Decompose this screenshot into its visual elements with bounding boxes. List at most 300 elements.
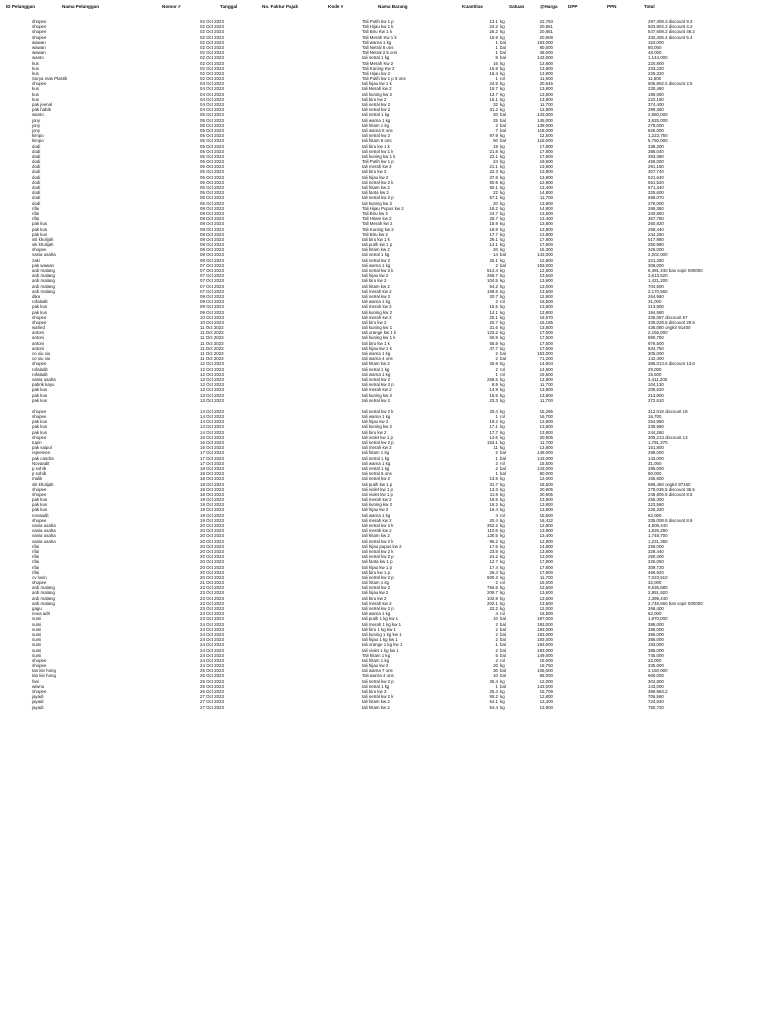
item-cell: tali netral kw 2	[362, 257, 391, 263]
customer-cell: rifai	[32, 543, 40, 549]
price-cell: 12,500	[539, 133, 553, 139]
price-cell: 13,800	[539, 445, 553, 451]
date-cell: 02 Oct 2023	[200, 19, 224, 24]
date-cell: 02 Oct 2023	[200, 29, 224, 35]
qty-cell: 57.1	[489, 195, 498, 201]
item-cell: tali netral kw 2 p	[362, 554, 394, 560]
item-cell: tali kuning kw 1 k	[362, 335, 396, 341]
date-cell: 05 Oct 2023	[200, 133, 224, 139]
header-customer: Nama Pelanggan	[62, 4, 100, 9]
item-cell: tali netral 1 kg	[362, 252, 390, 258]
item-cell: tali violet kw 1 p	[362, 491, 393, 497]
qty-cell: 21.1	[489, 164, 498, 170]
total-cell: 335,008.8 discount 8.8	[648, 517, 693, 523]
price-cell: 13,800	[539, 325, 553, 331]
price-cell: 13,800	[539, 70, 553, 76]
item-cell: tali netral kw 1 k	[362, 148, 394, 154]
total-cell: 340,860	[648, 210, 664, 216]
customer-cell: shopee	[32, 19, 47, 24]
date-cell: 09 Oct 2023	[200, 304, 224, 310]
unit-cell: kg	[500, 236, 505, 242]
customer-cell: shopee	[32, 414, 47, 420]
unit-cell: rol	[500, 299, 505, 305]
date-cell: 18 Oct 2023	[200, 491, 224, 497]
qty-cell: 7	[495, 127, 498, 133]
total-cell: 213,900	[648, 304, 664, 310]
item-cell: tali merah kw 2	[362, 304, 392, 310]
date-cell: 16 Oct 2023	[200, 445, 224, 451]
customer-cell: antoni	[32, 345, 44, 351]
item-cell: tali hijau kw 1 k	[362, 345, 392, 351]
qty-cell: 50.1	[489, 185, 498, 190]
date-cell: 09 Oct 2023	[200, 299, 224, 305]
customer-cell: dodi	[32, 143, 41, 149]
qty-cell: 55.2	[489, 694, 498, 700]
customer-cell: rifai	[32, 210, 40, 216]
unit-cell: bal	[500, 621, 506, 627]
price-cell: 139,000	[537, 122, 553, 128]
qty-cell: 24	[493, 159, 498, 165]
unit-cell: kg	[500, 86, 505, 92]
date-cell: 20 Oct 2023	[200, 528, 224, 534]
customer-cell: sumi	[32, 631, 42, 637]
date-cell: 20 Oct 2023	[200, 569, 224, 575]
customer-cell: fani	[32, 678, 40, 684]
date-cell: 16 Oct 2023	[200, 440, 224, 445]
date-cell: 05 Oct 2023	[200, 169, 224, 175]
unit-cell: bal	[500, 112, 506, 118]
unit-cell: kg	[500, 523, 505, 528]
header-number: Nomor #	[162, 4, 181, 9]
qty-cell: 25.1	[489, 257, 498, 263]
customer-cell: kus	[32, 91, 39, 97]
date-cell: 14 Oct 2023	[200, 424, 224, 430]
date-cell: 14 Oct 2023	[200, 419, 224, 425]
date-cell: 24 Oct 2023	[200, 631, 224, 637]
item-cell: tali kuning kw 2	[362, 309, 393, 315]
total-cell: 1,223,750	[648, 133, 668, 139]
total-cell: 266,400	[648, 606, 664, 611]
date-cell: 12 Oct 2023	[200, 382, 224, 388]
unit-cell: bal	[500, 262, 506, 268]
date-cell: 08 Oct 2023	[200, 252, 224, 258]
item-cell: Tali Putih kw 1 p	[362, 159, 394, 165]
date-cell: 24 Oct 2023	[200, 663, 224, 669]
item-cell: tali biru kw 2	[362, 595, 387, 601]
price-cell: 16,000	[539, 657, 553, 663]
qty-cell: 2	[495, 647, 498, 653]
unit-cell: kg	[500, 491, 505, 497]
unit-cell: bal	[500, 637, 506, 643]
total-cell: 1,231,360	[648, 538, 668, 544]
total-cell: 260,820	[648, 221, 664, 227]
total-cell: 1,970,000	[648, 616, 668, 622]
qty-cell: 10	[493, 616, 498, 622]
unit-cell: kg	[500, 226, 505, 232]
total-cell: 29,000	[648, 366, 662, 372]
item-cell: Tali Kuning kw 2	[362, 226, 394, 232]
customer-cell: pak jeenal	[32, 102, 53, 107]
unit-cell: kg	[500, 273, 505, 279]
date-cell: 11 Oct 2023	[200, 345, 224, 351]
qty-cell: 8.9	[491, 382, 498, 388]
unit-cell: kg	[500, 382, 505, 388]
price-cell: 20,908	[539, 34, 553, 40]
date-cell: 18 Oct 2023	[200, 471, 224, 477]
price-cell: 13,800	[539, 392, 553, 398]
price-cell: 13,600	[539, 600, 553, 606]
unit-cell: kg	[500, 174, 505, 180]
item-cell: tali kuning kw 2	[362, 424, 393, 430]
price-cell: 16,185	[539, 319, 553, 325]
total-cell: 3,411,200	[648, 376, 668, 382]
unit-cell: bal	[500, 127, 506, 133]
unit-cell: kg	[500, 476, 505, 482]
unit-cell: bal	[500, 117, 506, 123]
date-cell: 13 Oct 2023	[200, 387, 224, 393]
item-cell: tali hitam kw 2	[362, 361, 390, 367]
qty-cell: 1	[495, 371, 498, 377]
total-cell: 386,000	[648, 647, 664, 653]
price-cell: 14,800	[539, 543, 553, 549]
total-cell: 166,800	[648, 476, 664, 482]
price-cell: 13,800	[539, 424, 553, 430]
customer-cell: pak kus	[32, 309, 48, 315]
date-cell: 20 Oct 2023	[200, 533, 224, 539]
item-cell: tali hijau kw 2	[362, 590, 389, 596]
price-cell: 12,800	[539, 293, 553, 299]
total-cell: 357,780	[648, 216, 664, 222]
unit-cell: kg	[500, 159, 505, 165]
qty-cell: 1	[495, 44, 498, 50]
qty-cell: 2	[495, 351, 498, 356]
date-cell: 20 Oct 2023	[200, 559, 224, 565]
price-cell: 17,800	[539, 148, 553, 154]
customer-cell: ardi malang	[32, 590, 55, 596]
qty-cell: 24.7	[489, 210, 498, 216]
price-cell: 19,500	[539, 159, 553, 165]
customer-cell: vania usaha	[32, 523, 56, 528]
date-cell: 08 Oct 2023	[200, 231, 224, 237]
customer-cell: shopee	[32, 657, 47, 663]
customer-cell: siti kholijah	[32, 242, 54, 248]
item-cell: tali warna 1 kg	[362, 611, 391, 617]
unit-cell: kg	[500, 179, 505, 185]
unit-cell: kg	[500, 309, 505, 315]
customer-cell: pabrik kayu	[32, 382, 55, 388]
customer-cell: ardi malang	[32, 595, 55, 601]
unit-cell: bal	[500, 122, 506, 128]
header-code: Kode #	[328, 4, 344, 9]
date-cell: 14 Oct 2023	[200, 408, 224, 414]
item-cell: tali netral kw 2 p	[362, 382, 394, 388]
customer-cell: sumi	[32, 616, 42, 622]
date-cell: 24 Oct 2023	[200, 616, 224, 622]
price-cell: 193,000	[537, 631, 553, 637]
customer-cell: zaki	[32, 257, 40, 263]
total-cell: 704,600	[648, 283, 664, 289]
qty-cell: 14.1	[489, 242, 498, 248]
item-cell: Tali Biru kw 2	[362, 231, 388, 237]
price-cell: 13,400	[539, 699, 553, 705]
qty-cell: 16.9	[489, 65, 498, 71]
item-cell: tali hitam 1 kg	[362, 580, 390, 586]
total-cell: 338,200	[648, 143, 664, 149]
qty-cell: 4	[495, 611, 498, 617]
price-cell: 193,000	[537, 642, 553, 648]
unit-cell: kg	[500, 481, 505, 487]
unit-cell: kg	[500, 24, 505, 30]
date-cell: 03 Oct 2023	[200, 81, 224, 87]
date-cell: 05 Oct 2023	[200, 122, 224, 128]
price-cell: 13,600	[539, 595, 553, 601]
price-cell: 48,000	[539, 50, 553, 56]
date-cell: 02 Oct 2023	[200, 76, 224, 82]
price-cell: 12,600	[539, 585, 553, 591]
date-cell: 05 Oct 2023	[200, 185, 224, 190]
qty-cell: 17.7	[489, 429, 498, 435]
unit-cell: kg	[500, 200, 505, 206]
price-cell: 71,200	[539, 356, 553, 362]
date-cell: 07 Oct 2023	[200, 278, 224, 284]
item-cell: tali biru kw 2	[362, 278, 387, 284]
qty-cell: 22.2	[489, 606, 498, 611]
total-cell: 399,360	[648, 107, 664, 113]
date-cell: 08 Oct 2023	[200, 216, 224, 222]
item-cell: tali putih 1 kg kw 1	[362, 616, 399, 622]
date-cell: 11 Oct 2023	[200, 325, 224, 331]
date-cell: 10 Oct 2023	[200, 314, 224, 320]
unit-cell: kg	[500, 434, 505, 440]
item-cell: tali biru kw 2	[362, 689, 387, 694]
date-cell: 20 Oct 2023	[200, 574, 224, 580]
customer-cell: antoni	[32, 330, 44, 336]
total-cell: 264,960	[648, 293, 664, 299]
price-cell: 17,800	[539, 242, 553, 248]
total-cell: 1,399,440	[648, 595, 668, 601]
total-cell: 189,060	[648, 91, 664, 97]
price-cell: 13,400	[539, 216, 553, 222]
total-cell: 1,144,000	[648, 55, 668, 61]
customer-cell: shopee	[32, 361, 47, 367]
qty-cell: 1	[495, 39, 498, 45]
unit-cell: kg	[500, 663, 505, 669]
unit-cell: kg	[500, 335, 505, 341]
price-cell: 15,500	[539, 299, 553, 305]
total-cell: 222,180	[648, 96, 664, 102]
date-cell: 04 Oct 2023	[200, 102, 224, 107]
unit-cell: kg	[500, 600, 505, 606]
customer-cell: kus	[32, 70, 39, 76]
qty-cell: 54.2	[489, 283, 498, 289]
qty-cell: 2	[495, 122, 498, 128]
item-cell: tali hijau 1 kg kw 1	[362, 637, 398, 643]
unit-cell: kg	[500, 590, 505, 596]
qty-cell: 11	[493, 445, 498, 451]
unit-cell: kg	[500, 699, 505, 705]
total-cell: 321,280	[648, 257, 664, 263]
total-cell: 31,000	[648, 299, 662, 305]
customer-cell: shopee	[32, 486, 47, 492]
customer-cell: tan kie hong	[32, 668, 56, 674]
customer-cell: rifai	[32, 205, 40, 211]
price-cell: 17,800	[539, 569, 553, 575]
qty-cell: 20.1	[489, 314, 498, 320]
date-cell: 08 Oct 2023	[200, 205, 224, 211]
unit-cell: rol	[500, 366, 505, 372]
price-cell: 13,000	[539, 283, 553, 289]
item-cell: tali netral kw 2	[362, 107, 391, 113]
qty-cell: 17.1	[489, 424, 498, 430]
item-cell: Tali Merah Kw 1 k	[362, 34, 397, 40]
date-cell: 02 Oct 2023	[200, 39, 224, 45]
price-cell: 16,700	[539, 414, 553, 420]
item-cell: tali hijau kw 1 k	[362, 81, 392, 87]
date-cell: 20 Oct 2023	[200, 523, 224, 528]
customer-cell: ardi malang	[32, 585, 55, 591]
qty-cell: 1	[495, 50, 498, 56]
price-cell: 11,700	[539, 440, 553, 445]
qty-cell: 14	[493, 252, 498, 258]
unit-cell: bal	[500, 252, 506, 258]
item-cell: tali merah kw 2	[362, 497, 392, 503]
total-cell: 16,700	[648, 414, 662, 420]
total-cell: 671,340	[648, 185, 664, 190]
unit-cell: kg	[500, 606, 505, 611]
date-cell: 23 Oct 2023	[200, 600, 224, 606]
total-cell: 220,800	[648, 60, 664, 66]
unit-cell: kg	[500, 533, 505, 539]
total-cell: 32,000	[648, 657, 662, 663]
customer-cell: shopee	[32, 517, 47, 523]
table-row	[0, 398, 768, 403]
price-cell: 15,500	[539, 371, 553, 377]
total-cell: 2,170,560	[648, 288, 668, 294]
total-cell: 248,805.5 discount 8.5	[648, 491, 693, 497]
customer-cell: vania usaha	[32, 538, 56, 544]
total-cell: 305,213 discount 13	[648, 434, 688, 440]
item-cell: tali warna 1 kg	[362, 351, 391, 356]
total-cell: 386,000	[648, 637, 664, 643]
customer-cell: dodi	[32, 195, 41, 201]
total-cell: 3,613,520	[648, 273, 668, 279]
qty-cell: 26.4	[489, 569, 498, 575]
item-cell: tali netral kw 2	[362, 397, 391, 403]
date-cell: 04 Oct 2023	[200, 86, 224, 92]
unit-cell: kg	[500, 564, 505, 570]
date-cell: 25 Oct 2023	[200, 683, 224, 689]
unit-cell: bal	[500, 683, 506, 689]
unit-cell: kg	[500, 585, 505, 591]
customer-cell: sumi	[32, 647, 42, 653]
total-cell: 226,320	[648, 507, 664, 513]
date-cell: 05 Oct 2023	[200, 174, 224, 180]
date-cell: 11 Oct 2023	[200, 351, 224, 356]
qty-cell: 123.2	[487, 330, 498, 336]
unit-cell: kg	[500, 268, 505, 273]
customer-cell: pak kus	[32, 507, 48, 513]
total-cell: 48,000	[648, 50, 662, 56]
date-cell: 20 Oct 2023	[200, 538, 224, 544]
header-ppn: PPN	[607, 4, 617, 9]
customer-cell: pak kus	[32, 502, 48, 508]
qty-cell: 15.9	[489, 34, 498, 40]
qty-cell: 20	[493, 200, 498, 206]
item-cell: tali biru kw 1 k	[362, 143, 390, 149]
item-cell: tali netral 1 kg	[362, 465, 390, 471]
date-cell: 13 Oct 2023	[200, 397, 224, 403]
item-cell: tali kuning kw 2	[362, 91, 393, 97]
item-cell: Tali Hijau Pupus kw 2	[362, 205, 404, 211]
date-cell: 05 Oct 2023	[200, 148, 224, 154]
customer-cell: ardi malang	[32, 288, 55, 294]
unit-cell: kg	[500, 81, 505, 87]
qty-cell: 4	[495, 512, 498, 518]
qty-cell: 12.7	[489, 559, 498, 565]
unit-cell: kg	[500, 497, 505, 503]
qty-cell: 18.5	[489, 497, 498, 503]
unit-cell: kg	[500, 91, 505, 97]
date-cell: 04 Oct 2023	[200, 96, 224, 102]
date-cell: 18 Oct 2023	[200, 476, 224, 482]
qty-cell: 2	[495, 262, 498, 268]
total-cell: 328,440	[648, 548, 664, 554]
qty-cell: 15.5	[489, 304, 498, 310]
item-cell: Tali Netral 5 ons	[362, 44, 394, 50]
qty-cell: 25.4	[489, 678, 498, 684]
unit-cell: bal	[500, 450, 506, 456]
date-cell: 21 Oct 2023	[200, 580, 224, 586]
customer-cell: p sohib	[32, 465, 47, 471]
total-cell: 469,920	[648, 569, 664, 575]
date-cell: 05 Oct 2023	[200, 143, 224, 149]
price-cell: 18,500	[539, 481, 553, 487]
qty-cell: 514.4	[487, 268, 498, 273]
customer-cell: ardi malang	[32, 600, 55, 606]
date-cell: 11 Oct 2023	[200, 340, 224, 346]
total-cell: 586,450 ongkir 97160	[648, 481, 691, 487]
price-cell: 20,905	[539, 434, 553, 440]
qty-cell: 50.9	[489, 335, 498, 341]
price-cell: 16,670	[539, 314, 553, 320]
price-cell: 13,800	[539, 86, 553, 92]
customer-cell: tupin	[32, 440, 42, 445]
item-cell: tali merah kw 2	[362, 288, 392, 294]
item-cell: tali hijau pupus kw 2	[362, 543, 402, 549]
item-cell: tali netral kw 2	[362, 102, 391, 107]
date-cell: 05 Oct 2023	[200, 153, 224, 159]
qty-cell: 32	[493, 102, 498, 107]
customer-cell: siti kholijah	[32, 481, 54, 487]
unit-cell: kg	[500, 704, 505, 710]
unit-cell: kg	[500, 210, 505, 216]
item-cell: tali violet kw 1 p	[362, 434, 393, 440]
item-cell: tali orange kw 1 k	[362, 330, 397, 336]
total-cell: 269,360	[648, 205, 664, 211]
unit-cell: kg	[500, 257, 505, 263]
qty-cell: 2	[495, 626, 498, 632]
customer-cell: shopee	[32, 24, 47, 30]
qty-cell: 130.5	[487, 533, 498, 539]
total-cell: 226,320	[648, 70, 664, 76]
item-cell: Tali Merah Kw 2	[362, 60, 394, 66]
item-cell: Tali Kuning Kw 2	[362, 65, 395, 71]
item-cell: Tali Hijau kw 2	[362, 70, 391, 76]
date-cell: 08 Oct 2023	[200, 226, 224, 232]
price-cell: 17,500	[539, 335, 553, 341]
customer-cell: wanto	[32, 112, 44, 118]
qty-cell: 11.9	[489, 491, 498, 497]
